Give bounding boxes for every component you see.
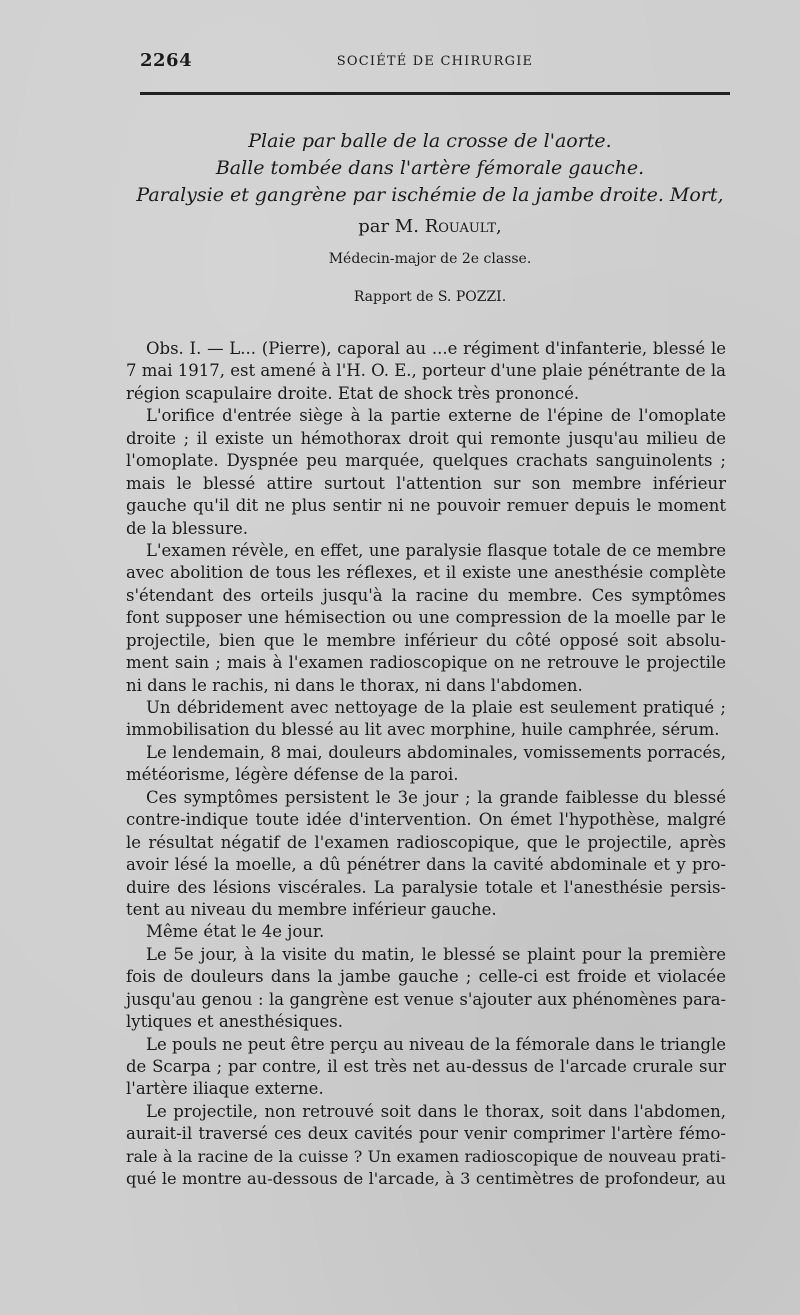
body-line: Obs. I. — L... (Pierre), caporal au ...e régiment d'infanterie, blessé le (146, 339, 726, 358)
page-header (140, 50, 730, 74)
body-line: immobilisation du blessé au lit avec morphine, huile camphrée, sérum. (126, 720, 720, 740)
body-line: région scapulaire droite. Etat de shock très prononcé. (126, 383, 580, 403)
body-line: Le lendemain, 8 mai, douleurs abdominales, vomissements porracés, (146, 742, 726, 762)
body-line: tent au niveau du membre inférieur gauche. (126, 899, 497, 919)
body-line: ment sain ; mais à l'examen radioscopique on ne retrouve le projectile (126, 653, 726, 673)
body-line: Ces symptômes persistent le 3e jour ; la grande faiblesse du blessé (146, 787, 726, 807)
body-line: droite ; il existe un hémothorax droit qui remonte jusqu'au milieu de (126, 428, 726, 448)
body-line: jusqu'au genou : la gangrène est venue s'ajouter aux phénomènes para- (126, 989, 726, 1009)
body-line: aurait-il traversé ces deux cavités pour venir comprimer l'artère fémo- (126, 1124, 726, 1144)
header-rule (140, 92, 730, 95)
body-line: projectile, bien que le membre inférieur du côté opposé soit absolu- (126, 630, 726, 650)
title-line-2: Balle tombée dans l'artère fémorale gauche. (215, 157, 645, 179)
running-head: SOCIÉTÉ DE CHIRURGIE (336, 54, 534, 69)
body-line: rale à la racine de la cuisse ? Un examen radioscopique de nouveau prati- (126, 1146, 726, 1166)
byline-prefix: par M. (358, 216, 425, 237)
report-attribution: Rapport de S. POZZI. (353, 289, 507, 305)
body-line: le résultat négatif de l'examen radioscopique, que le projectile, après (126, 832, 726, 852)
body-line: ni dans le rachis, ni dans le thorax, ni dans l'abdomen. (126, 675, 583, 695)
title-line-3: Paralysie et gangrène par ischémie de la jambe droite. Mort, (136, 184, 724, 206)
body-line: de Scarpa ; par contre, il est très net au-dessus de l'arcade crurale sur (126, 1057, 726, 1076)
author-name: Rouault, (424, 216, 502, 237)
body-line: fois de douleurs dans la jambe gauche ; celle-ci est froide et violacée (126, 967, 726, 987)
body-line: Le 5e jour, à la visite du matin, le blessé se plaint pour la première (146, 944, 726, 964)
article-title-block (110, 128, 750, 305)
body-line: Le projectile, non retrouvé soit dans le thorax, soit dans l'abdomen, (146, 1101, 726, 1121)
body-line: l'artère iliaque externe. (126, 1079, 324, 1099)
body-line: gauche qu'il dit ne plus sentir ni ne pouvoir remuer depuis le moment (126, 496, 726, 516)
body-line: duire des lésions viscérales. La paralysie totale et l'anesthésie persis- (126, 877, 726, 897)
body-line: L'examen révèle, en effet, une paralysie flasque totale de ce membre (146, 540, 726, 560)
body-line: Le pouls ne peut être perçu au niveau de la fémorale dans le triangle (146, 1034, 726, 1054)
body-line: font supposer une hémisection ou une compression de la moelle par le (126, 608, 726, 628)
body-line: 7 mai 1917, est amené à l'H. O. E., porteur d'une plaie pénétrante de la (126, 361, 726, 381)
body-line: qué le montre au-dessous de l'arcade, à 3 centimètres de profondeur, au (126, 1169, 726, 1189)
body-line: mais le blessé attire surtout l'attention sur son membre inférieur (126, 473, 726, 493)
body-line: météorisme, légère défense de la paroi. (126, 765, 459, 785)
page-number: 2264 (140, 50, 193, 71)
body-line: de la blessure. (126, 518, 248, 538)
body-line: Un débridement avec nettoyage de la plaie est seulement pratiqué ; (146, 698, 726, 717)
body-line: avec abolition de tous les réflexes, et il existe une anesthésie complète (126, 563, 726, 583)
body-line: contre-indique toute idée d'intervention. On émet l'hypothèse, malgré (126, 810, 726, 830)
body-line: l'omoplate. Dyspnée peu marquée, quelques crachats sanguinolents ; (126, 451, 726, 471)
byline (110, 215, 750, 239)
article-body (126, 338, 726, 1191)
body-line: s'étendant des orteils jusqu'à la racine du membre. Ces symptômes (126, 585, 726, 605)
author-rank: Médecin-major de 2e classe. (328, 251, 532, 267)
body-line: lytiques et anesthésiques. (126, 1012, 343, 1032)
body-line: avoir lésé la moelle, a dû pénétrer dans la cavité abdominale et y pro- (126, 855, 726, 875)
body-line: L'orifice d'entrée siège à la partie externe de l'épine de l'omoplate (146, 406, 726, 426)
title-line-1: Plaie par balle de la crosse de l'aorte. (248, 130, 612, 152)
body-line: Même état le 4e jour. (146, 922, 325, 942)
